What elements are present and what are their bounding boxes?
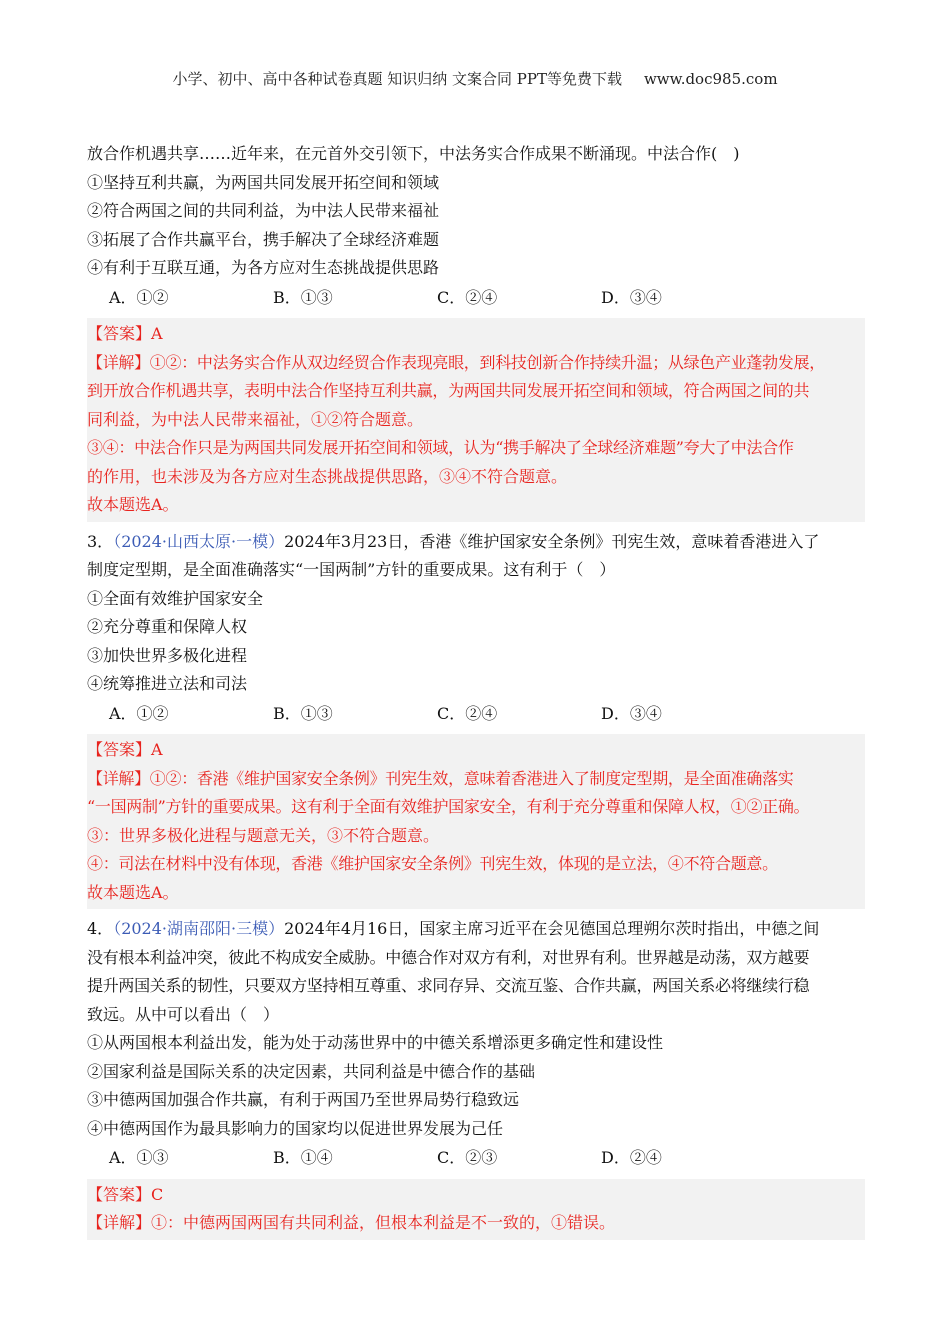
header-text: 小学、初中、高中各种试卷真题 知识归纳 文案合同 PPT等免费下载	[172, 70, 622, 88]
detail-line: 【详解】①：中德两国两国有共同利益，但根本利益是不一致的，①错误。	[87, 1213, 616, 1232]
question-number: 4．	[87, 919, 114, 938]
question-stem	[87, 915, 865, 944]
question-stem-text: 致远。从中可以看出（ ）	[87, 1004, 280, 1024]
question-stem-text: 2024年4月16日，国家主席习近平在会见德国总理朔尔茨时指出，中德之间	[284, 919, 820, 938]
option-a: A．①②	[109, 703, 169, 723]
answer-options	[87, 1144, 865, 1173]
choice-item: ④统筹推进立法和司法	[87, 674, 248, 693]
option-c: C．②④	[437, 703, 498, 723]
choice-item: ③拓展了合作共赢平台，携手解决了全球经济难题	[87, 229, 440, 249]
detail-line: ③：世界多极化进程与题意无关，③不符合题意。	[87, 825, 440, 845]
document-body	[87, 140, 865, 1240]
detail-line: “一国两制”方针的重要成果。这有利于全面有效维护国家安全，有利于充分尊重和保障人权，①②正确。	[87, 797, 810, 816]
choice-item: ①坚持互利共赢，为两国共同发展开拓空间和领域	[87, 172, 440, 192]
detail-line: ④：司法在材料中没有体现，香港《维护国家安全条例》刊宪生效，体现的是立法，④不符合题意。	[87, 854, 778, 873]
detail-line: 故本题选A。	[87, 882, 179, 902]
option-c: C．②④	[437, 287, 498, 307]
answer-block	[87, 318, 865, 522]
answer-label: 【答案】A	[87, 324, 163, 343]
detail-line: ③④：中法合作只是为两国共同发展开拓空间和领域，认为“携手解决了全球经济难题”夸大了中法合作	[87, 438, 794, 457]
choice-item: ②充分尊重和保障人权	[87, 617, 248, 636]
detail-line: 故本题选A。	[87, 495, 179, 514]
question-stem-text: 制度定型期，是全面准确落实“一国两制”方针的重要成果。这有利于（ ）	[87, 560, 616, 579]
detail-line: 到开放合作机遇共享，表明中法合作坚持互利共赢，为两国共同发展开拓空间和领域，符合两国之间的共	[87, 381, 810, 400]
option-d: D．③④	[601, 287, 662, 307]
detail-line: 【详解】①②：中法务实合作从双边经贸合作表现亮眼，到科技创新合作持续升温；从绿色产业蓬勃发展，	[87, 352, 825, 372]
option-b: B．①④	[273, 1148, 333, 1167]
choice-item: ④有利于互联互通，为各方应对生态挑战提供思路	[87, 258, 440, 277]
question-stem	[87, 528, 865, 557]
choice-item: ①从两国根本利益出发，能为处于动荡世界中的中德关系增添更多确定性和建设性	[87, 1033, 664, 1052]
question-stem-text: 没有根本利益冲突，彼此不构成安全威胁。中德合作对双方有利，对世界有利。世界越是动荡，双方越要	[87, 947, 810, 967]
answer-label: 【答案】A	[87, 740, 163, 759]
detail-line: 的作用，也未涉及为各方应对生态挑战提供思路，③④不符合题意。	[87, 466, 568, 486]
question-3	[87, 528, 865, 910]
question-stem: 放合作机遇共享……近年来，在元首外交引领下，中法务实合作成果不断涌现。中法合作( )	[87, 144, 740, 163]
question-source: （2024·山西太原·一模）	[113, 531, 285, 551]
choice-item: ②符合两国之间的共同利益，为中法人民带来福祉	[87, 201, 440, 220]
answer-block	[87, 734, 865, 909]
detail-line: 同利益，为中法人民带来福祉，①②符合题意。	[87, 409, 424, 429]
question-4	[87, 915, 865, 1240]
option-b: B．①③	[273, 703, 333, 723]
option-a: A．①③	[109, 1148, 169, 1167]
choice-item: ④中德两国作为最具影响力的国家均以促进世界发展为己任	[87, 1118, 504, 1138]
option-a: A．①②	[109, 287, 169, 307]
answer-options	[87, 700, 865, 729]
choice-item: ②国家利益是国际关系的决定因素，共同利益是中德合作的基础	[87, 1061, 536, 1081]
option-c: C．②③	[437, 1148, 498, 1167]
header-site-link[interactable]: www.doc985.com	[643, 70, 778, 88]
option-b: B．①③	[273, 287, 333, 307]
question-2	[87, 140, 865, 522]
question-stem-text: 提升两国关系的韧性，只要双方坚持相互尊重、求同存异、交流互鉴、合作共赢，两国关系必将继续行稳	[87, 976, 810, 995]
option-d: D．②④	[601, 1148, 662, 1167]
choice-item: ①全面有效维护国家安全	[87, 588, 264, 608]
question-source: （2024·湖南邵阳·三模）	[113, 919, 285, 938]
page-header	[0, 68, 950, 89]
question-stem-text: 2024年3月23日，香港《维护国家安全条例》刊宪生效，意味着香港进入了	[284, 531, 820, 551]
answer-options	[87, 284, 865, 313]
option-d: D．③④	[601, 703, 662, 723]
answer-label: 【答案】C	[87, 1184, 164, 1204]
detail-line: 【详解】①②：香港《维护国家安全条例》刊宪生效，意味着香港进入了制度定型期，是全面准确落实	[87, 768, 794, 788]
question-number: 3．	[87, 531, 114, 551]
choice-item: ③中德两国加强合作共赢，有利于两国乃至世界局势行稳致远	[87, 1090, 520, 1109]
answer-block	[87, 1179, 865, 1240]
choice-item: ③加快世界多极化进程	[87, 645, 248, 665]
